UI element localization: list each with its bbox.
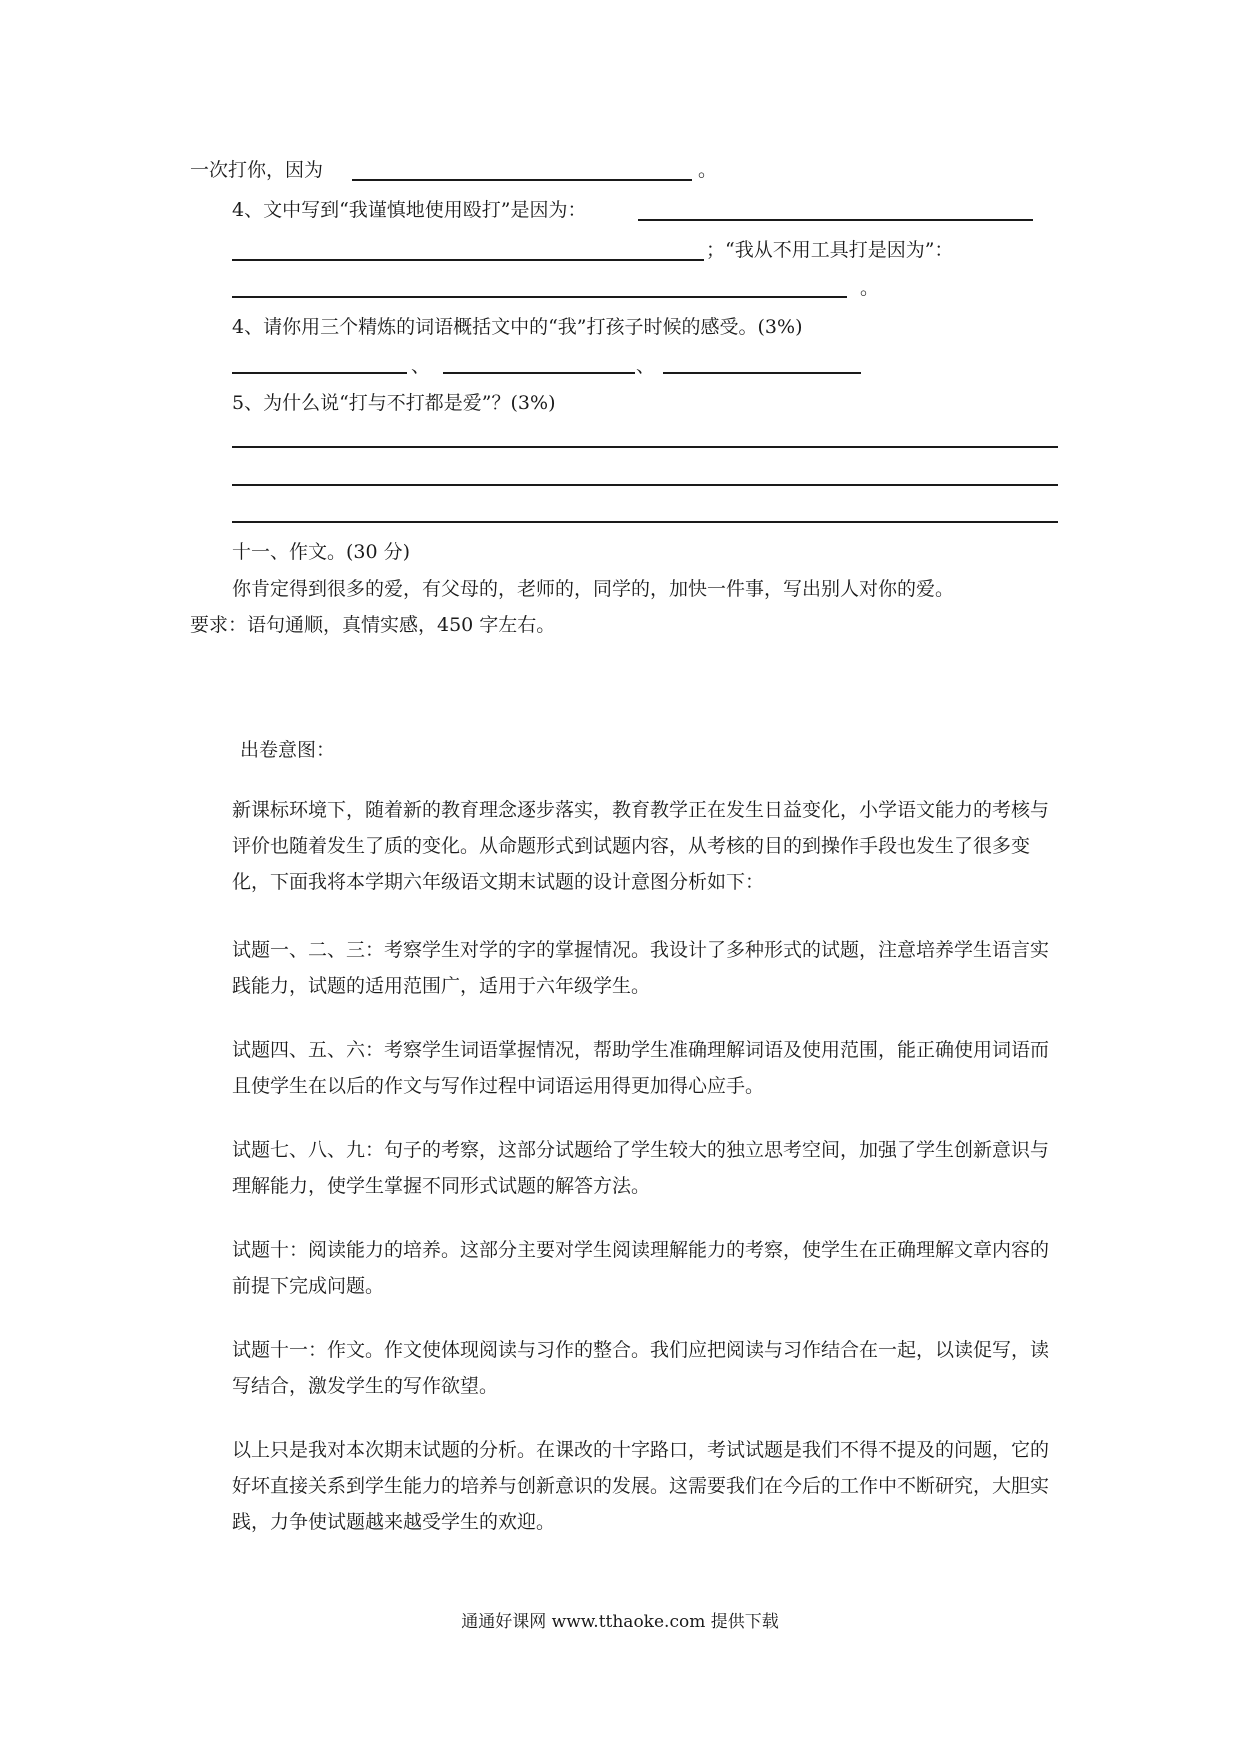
essay-requirement: 要求：语句通顺，真情实感，450 字左右。: [190, 614, 556, 636]
answer-line-q4a-1[interactable]: [638, 219, 1033, 221]
answer-line-q4b-2[interactable]: [443, 372, 635, 374]
intent-paragraph-2: 试题一、二、三：考察学生对学的字的掌握情况。我设计了多种形式的试题，注意培养学生语言实践能力，试题的适用范围广，适用于六年级学生。: [232, 939, 1050, 997]
q4a-mid-text: ；“我从不用工具打是因为”：: [706, 239, 954, 261]
answer-line-q4a-2[interactable]: [232, 259, 704, 261]
answer-line-q5-1[interactable]: [232, 446, 1058, 448]
answer-line-q4b-1[interactable]: [232, 372, 407, 374]
intent-paragraph-4: 试题七、八、九：句子的考察，这部分试题给了学生较大的独立思考空间，加强了学生创新意识与理解能力，使学生掌握不同形式试题的解答方法。: [232, 1139, 1050, 1197]
essay-heading: 十一、作文。(30 分): [232, 541, 411, 563]
answer-line-q5-2[interactable]: [232, 484, 1058, 486]
intent-paragraph-5: 试题十：阅读能力的培养。这部分主要对学生阅读理解能力的考察，使学生在正确理解文章内容的前提下完成问题。: [232, 1239, 1050, 1297]
q4b-separator-2: 、: [636, 355, 656, 377]
q3-tail-suffix: 。: [698, 159, 718, 181]
answer-line-q5-3[interactable]: [232, 521, 1058, 523]
q4a-prompt: 4、文中写到“我谨慎地使用殴打”是因为：: [232, 199, 587, 221]
answer-line-q3[interactable]: [352, 179, 692, 181]
essay-block: [190, 571, 1058, 643]
answer-line-q4a-3[interactable]: [232, 296, 847, 298]
q5-prompt: 5、为什么说“打与不打都是爱”？(3%): [232, 392, 556, 414]
q4b-prompt: 4、请你用三个精炼的词语概括文中的“我”打孩子时候的感受。(3%): [232, 316, 803, 338]
intent-paragraph-3: 试题四、五、六：考察学生词语掌握情况，帮助学生准确理解词语及使用范围，能正确使用词语而且使学生在以后的作文与写作过程中词语运用得更加得心应手。: [232, 1039, 1050, 1097]
q3-tail-prefix: 一次打你，因为: [190, 159, 324, 181]
intent-paragraph-1: 新课标环境下，随着新的教育理念逐步落实，教育教学正在发生日益变化，小学语文能力的考核与评价也随着发生了质的变化。从命题形式到试题内容，从考核的目的到操作手段也发生了很多变化，下面我将本学期六年级语文期末试题的设计意图分析如下：: [232, 799, 1050, 893]
answer-line-q4b-3[interactable]: [663, 372, 861, 374]
q4b-separator-1: 、: [411, 355, 431, 377]
q4a-end-text: 。: [860, 277, 880, 299]
intent-paragraph-6: 试题十一：作文。作文使体现阅读与习作的整合。我们应把阅读与习作结合在一起，以读促写，读写结合，激发学生的写作欲望。: [232, 1339, 1050, 1397]
intent-title: 出卷意图：: [240, 739, 336, 761]
intent-paragraph-7: 以上只是我对本次期末试题的分析。在课改的十字路口，考试试题是我们不得不提及的问题，它的好坏直接关系到学生能力的培养与创新意识的发展。这需要我们在今后的工作中不断研究，大胆实践，力争使试题越来越受学生的欢迎。: [232, 1439, 1050, 1533]
essay-prompt: 你肯定得到很多的爱，有父母的，老师的，同学的，加快一件事，写出别人对你的爱。: [232, 578, 955, 600]
page-footer: 通通好课网 www.tthaoke.com 提供下载: [461, 1612, 779, 1632]
